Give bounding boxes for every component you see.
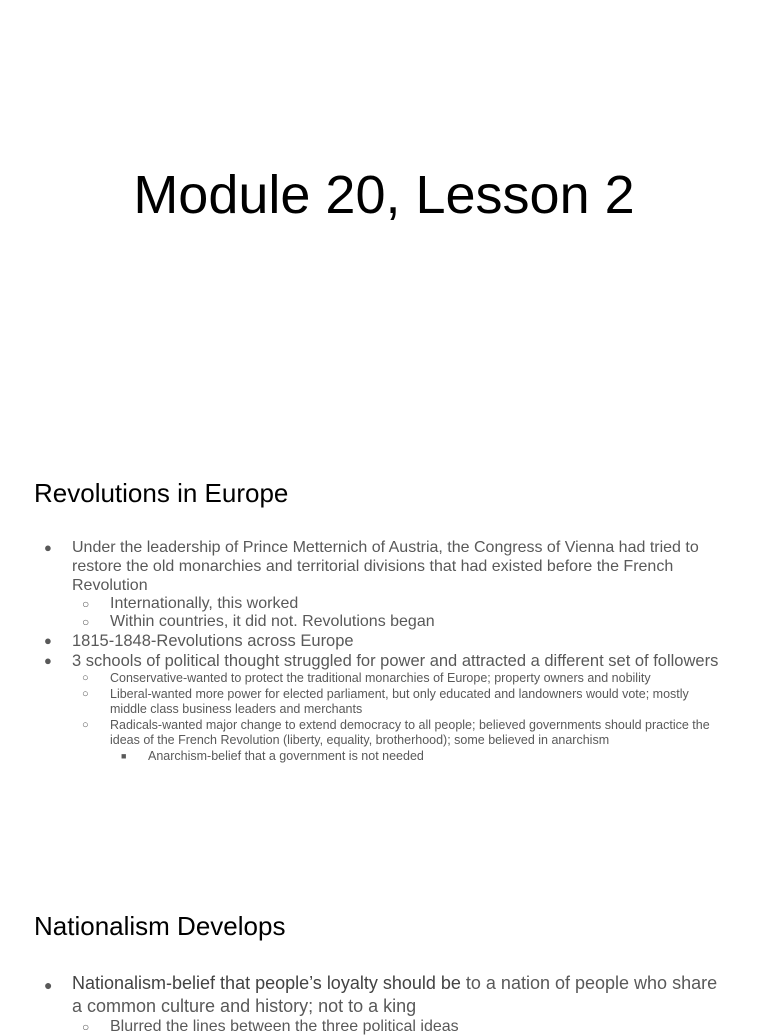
list-item xyxy=(0,718,768,749)
list-item xyxy=(0,749,768,765)
slide-title: Module 20, Lesson 2 xyxy=(133,165,635,225)
bullet-text-lead: Nationalism-belief that people’s loyalty should be xyxy=(72,973,461,993)
list-item xyxy=(0,613,768,631)
bullet-text: 1815-1848-Revolutions across Europe xyxy=(72,632,354,650)
bullet-icon: ● xyxy=(44,540,52,555)
bullet-text: Anarchism-belief that a government is not needed xyxy=(148,748,424,763)
bullet-icon: ● xyxy=(44,633,52,648)
bullet-text: Liberal-wanted more power for elected parliament, but only educated and landowners would vote; mostly middle class business leaders and merchants xyxy=(110,686,689,716)
revolutions-bullet-list xyxy=(0,538,768,764)
bullet-text: Internationally, this worked xyxy=(110,595,299,612)
list-item xyxy=(0,651,768,671)
bullet-text: Conservative-wanted to protect the traditional monarchies of Europe; property owners and nobility xyxy=(110,671,651,685)
hollow-bullet-icon: ○ xyxy=(82,672,89,684)
hollow-bullet-icon: ○ xyxy=(82,597,90,611)
hollow-bullet-icon: ○ xyxy=(82,1020,90,1034)
square-bullet-icon: ■ xyxy=(121,750,127,761)
bullet-text-rest: to a nation of people who share a common culture and history; not to a king xyxy=(72,973,718,1016)
list-item xyxy=(0,538,768,595)
hollow-bullet-icon: ○ xyxy=(82,718,89,731)
hollow-bullet-icon: ○ xyxy=(82,615,90,629)
list-item xyxy=(0,631,768,651)
section-heading-revolutions: Revolutions in Europe xyxy=(34,478,289,508)
bullet-text: Under the leadership of Prince Metternich of Austria, the Congress of Vienna had tried to restore the old monarchies and territorial divisions that had existed before the French Revolution xyxy=(72,539,699,594)
bullet-text: Blurred the lines between the three political ideas xyxy=(110,1018,459,1035)
nationalism-bullet-list xyxy=(0,972,768,1036)
list-item xyxy=(0,671,768,687)
bullet-icon: ● xyxy=(44,653,52,668)
list-item xyxy=(0,687,768,718)
section-heading-nationalism: Nationalism Develops xyxy=(34,911,286,941)
list-item xyxy=(0,1018,768,1036)
list-item xyxy=(0,972,768,1018)
bullet-text: Radicals-wanted major change to extend democracy to all people; believed governments should practice the ideas of the French Revolution (liberty, equality, brotherhood); some believed in anarchism xyxy=(110,717,710,747)
bullet-icon: ● xyxy=(44,977,53,993)
bullet-text: 3 schools of political thought struggled for power and attracted a different set of followers xyxy=(72,652,719,670)
bullet-text: Within countries, it did not. Revolutions began xyxy=(110,613,435,630)
list-item xyxy=(0,595,768,613)
hollow-bullet-icon: ○ xyxy=(82,687,89,700)
